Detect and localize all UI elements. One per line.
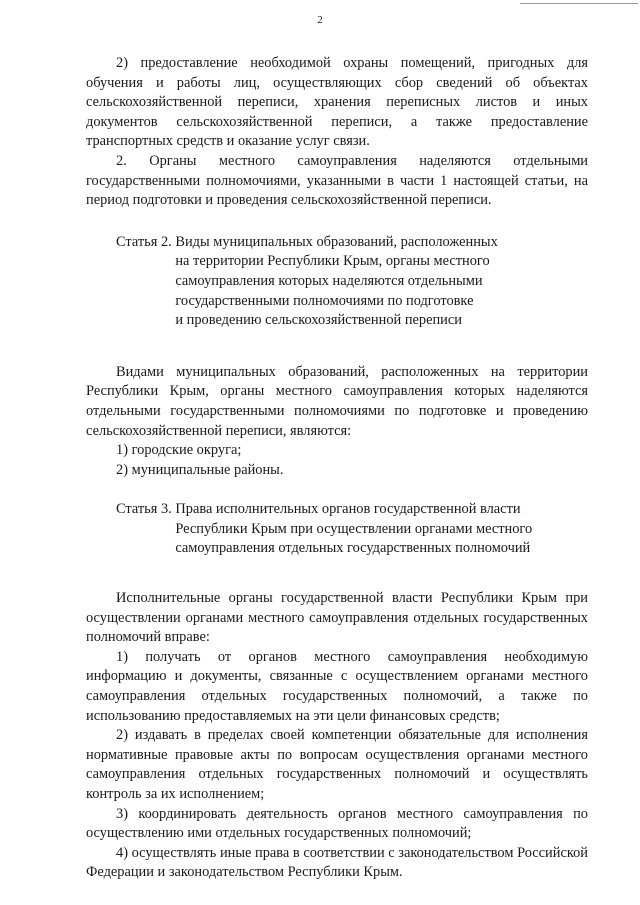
article-2-title-line: и проведению сельскохозяйственной переписи	[175, 312, 462, 329]
article-3-intro: Исполнительные органы государственной власти Республики Крым при осуществлении органами местного самоуправления отдельных государственных полномочий вправе:	[86, 590, 588, 646]
article-3-title-line: Республики Крым при осуществлении органами местного	[175, 520, 533, 537]
document-body	[86, 54, 588, 883]
paragraph-delegation: 2. Органы местного самоуправления наделяются отдельными государственными полномочиями, указанными в части 1 настоящей статьи, на период подготовки и проведения сельскохозяйственной переписи.	[86, 152, 588, 209]
article-2-heading	[86, 233, 588, 331]
top-edge-rule	[520, 3, 638, 4]
article-2-label: Статья 2.	[116, 233, 176, 250]
article-3-heading	[86, 500, 588, 559]
article-2-title-line: Виды муниципальных образований, расположенных	[175, 233, 498, 250]
article-3-item: 2) издавать в пределах своей компетенции обязательные для исполнения нормативные правовые акты по вопросам осуществления органами местного самоуправления отдельных государственных полномочий и осуществлять контроль за их исполнением;	[86, 727, 588, 802]
article-3-title	[175, 500, 532, 559]
article-2-intro: Видами муниципальных образований, расположенных на территории Республики Крым, органы местного самоуправления которых наделяются отдельными государственными полномочиями по подготовке и проведению сельскохозяйственной переписи, являются:	[86, 363, 588, 439]
article-2-item: 1) городские округа;	[116, 442, 242, 459]
article-3-label: Статья 3.	[116, 501, 176, 518]
article-2-title-line: государственными полномочиями по подготовке	[175, 292, 474, 309]
article-3-item: 1) получать от органов местного самоуправления необходимую информацию и документы, связанные с осуществлением органами местного самоуправления отдельных государственных полномочий, а также по использованию предоставляемых на эти цели финансовых средств;	[86, 648, 588, 724]
article-2-title-line: на территории Республики Крым, органы местного	[175, 253, 490, 270]
page-number: 2	[317, 14, 323, 26]
paragraph-services: 2) предоставление необходимой охраны помещений, пригодных для обучения и работы лиц, осуществляющих сбор сведений об объектах сельскохозяйственной переписи, хранения переписных листов и иных документов сельскохозяйственной переписи, а также предоставление транспортных средств и оказание услуг связи.	[86, 55, 588, 150]
article-3-title-line: самоуправления отдельных государственных полномочий	[175, 540, 531, 557]
article-2-title-line: самоуправления которых наделяются отдельными	[175, 272, 483, 289]
article-2-item: 2) муниципальные районы.	[116, 461, 284, 478]
article-3-title-line: Права исполнительных органов государственной власти	[175, 501, 521, 518]
article-2-title	[175, 233, 497, 331]
article-3-item: 4) осуществлять иные права в соответствии с законодательством Российской Федерации и законодательством Республики Крым.	[86, 844, 588, 881]
article-3-item: 3) координировать деятельность органов местного самоуправления по осуществлению ими отдельных государственных полномочий;	[86, 805, 588, 842]
